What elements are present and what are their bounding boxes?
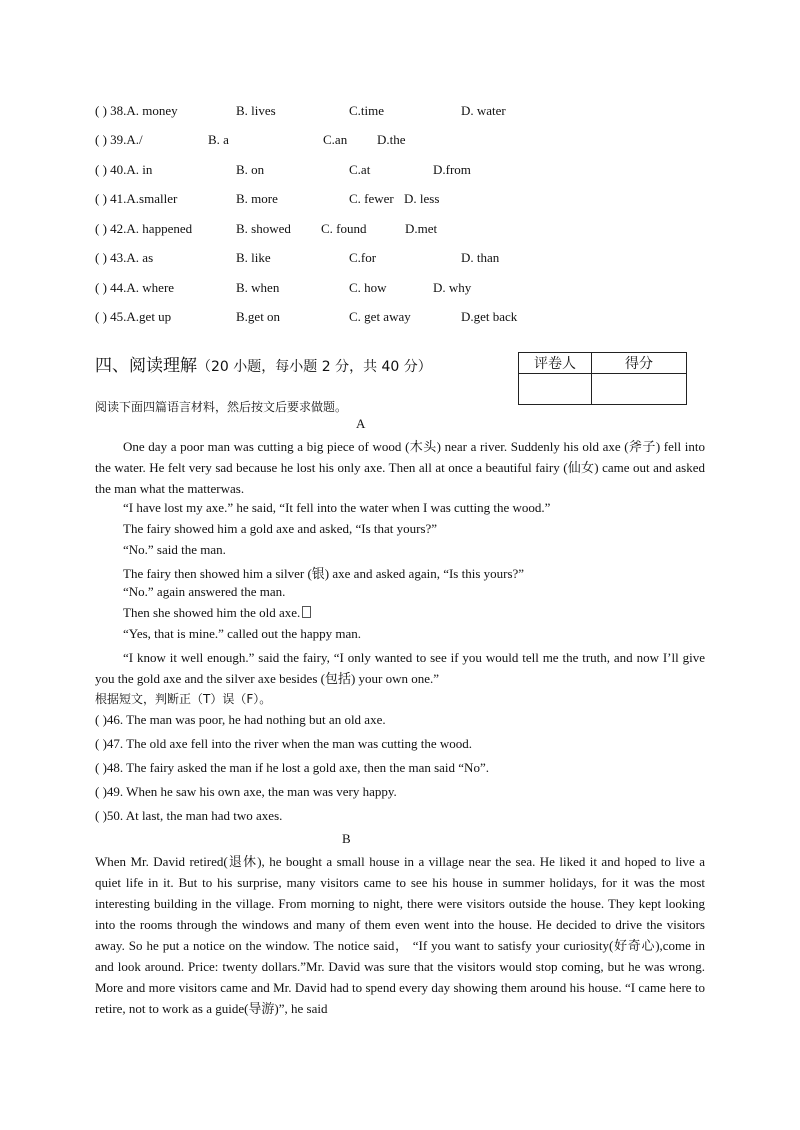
question-option-a: ( ) 44.A. where: [95, 280, 175, 295]
question-option-d: D.the: [377, 132, 406, 147]
question-option-d: D.get back: [461, 309, 518, 324]
question-option-a: ( ) 42.A. happened: [95, 221, 193, 236]
passage-a-line: The fairy showed him a gold axe and asked, “Is that yours?”: [123, 521, 438, 536]
tf-question: ( )49. When he saw his own axe, the man was very happy.: [95, 784, 397, 799]
question-option-b: B. a: [208, 132, 229, 147]
tf-instruction: 根据短文，判断正（T）误（F）。: [95, 692, 272, 706]
passage-a-line: “No.” again answered the man.: [123, 584, 286, 599]
question-option-a: ( ) 40.A. in: [95, 162, 153, 177]
grader-cell: [519, 374, 592, 405]
question-option-a: ( ) 39.A./: [95, 132, 143, 147]
question-option-b: B. like: [236, 250, 271, 265]
passage-a-line: “No.” said the man.: [123, 542, 226, 557]
question-option-b: B. more: [236, 191, 278, 206]
tf-question: ( )48. The fairy asked the man if he lost a gold axe, then the man said “No”.: [95, 760, 489, 775]
passage-a-line: “I have lost my axe.” he said, “It fell into the water when I was cutting the wood.”: [123, 500, 551, 515]
question-option-c: C.at: [349, 162, 371, 177]
question-option-d: D.met: [405, 221, 438, 236]
question-option-a: ( ) 43.A. as: [95, 250, 154, 265]
section-title: [95, 351, 432, 376]
question-option-a: ( ) 45.A.get up: [95, 309, 172, 324]
tf-question: ( )46. The man was poor, he had nothing but an old axe.: [95, 712, 386, 727]
passage-a-paragraph: One day a poor man was cutting a big piece of wood (木头) near a river. Suddenly his old axe (斧子) fell into the water. He felt very sad because he lost his only axe. Then all at once a beautiful fairy (仙女) came out and asked the man what the matterwas.: [95, 439, 705, 496]
tf-question: ( )50. At last, the man had two axes.: [95, 808, 283, 823]
question-option-c: C. how: [349, 280, 387, 295]
question-option-b: B. lives: [236, 103, 276, 118]
grader-header: 评卷人: [519, 353, 592, 374]
question-option-c: C. found: [321, 221, 367, 236]
question-option-d: D. water: [461, 103, 506, 118]
question-option-a: ( ) 38.A. money: [95, 103, 178, 118]
section-title-subtitle: （20 小题，每小题 2 分，共 40 分）: [197, 359, 432, 375]
question-option-d: D. why: [433, 280, 472, 295]
passage-b-label: B: [342, 831, 351, 846]
question-option-c: C. fewer: [349, 191, 394, 206]
section-instruction: 阅读下面四篇语言材料，然后按文后要求做题。: [95, 400, 348, 414]
passage-a-line-with-box: [123, 605, 311, 621]
question-option-c: C.for: [349, 250, 377, 265]
passage-a-line: The fairy then showed him a silver (银) axe and asked again, “Is this yours?”: [123, 566, 525, 581]
missing-glyph-box: [302, 606, 311, 618]
section-title-main: 四、阅读理解: [95, 356, 197, 376]
score-table: [518, 352, 687, 405]
question-option-c: C.an: [323, 132, 348, 147]
score-header: 得分: [592, 353, 687, 374]
question-option-b: B. on: [236, 162, 265, 177]
passage-a-paragraph-last: “I know it well enough.” said the fairy, “I only wanted to see if you would tell me the truth, and now I’ll give you the gold axe and the silver axe besides (包括) your own one.”: [95, 650, 705, 686]
passage-b-paragraph: When Mr. David retired(退休), he bought a small house in a village near the sea. He liked it and hoped to live a quiet life in it. But to his surprise, many visitors came to see his house in summer holidays, for it was the most interesting building in the village. From morning to night, there were visitors outside the house. They kept looking into the rooms through the windows and many of them even went into the house. He decided to drive the visitors away. So he put a notice on the window. The notice said， “If you want to satisfy your curiosity(好奇心),come in and look around. Price: twenty dollars.”Mr. David was sure that the visitors would stop coming, but he was wrong. More and more visitors came and Mr. David had to spend every day showing them around his house. “I came here to retire, not to work as a guide(导游)”, he said: [95, 854, 705, 1016]
question-option-c: C. get away: [349, 309, 411, 324]
question-option-b: B. when: [236, 280, 280, 295]
question-option-b: B.get on: [236, 309, 281, 324]
question-option-b: B. showed: [236, 221, 291, 236]
question-option-d: D. than: [461, 250, 500, 265]
passage-a-label: A: [356, 416, 366, 431]
question-option-d: D.from: [433, 162, 471, 177]
passage-a-line: Then she showed him the old axe.: [123, 605, 301, 620]
question-option-a: ( ) 41.A.smaller: [95, 191, 178, 206]
tf-question: ( )47. The old axe fell into the river when the man was cutting the wood.: [95, 736, 473, 751]
passage-a-line: “Yes, that is mine.” called out the happy man.: [123, 626, 362, 641]
score-cell: [592, 374, 687, 405]
question-option-c: C.time: [349, 103, 385, 118]
question-option-d: D. less: [404, 191, 440, 206]
